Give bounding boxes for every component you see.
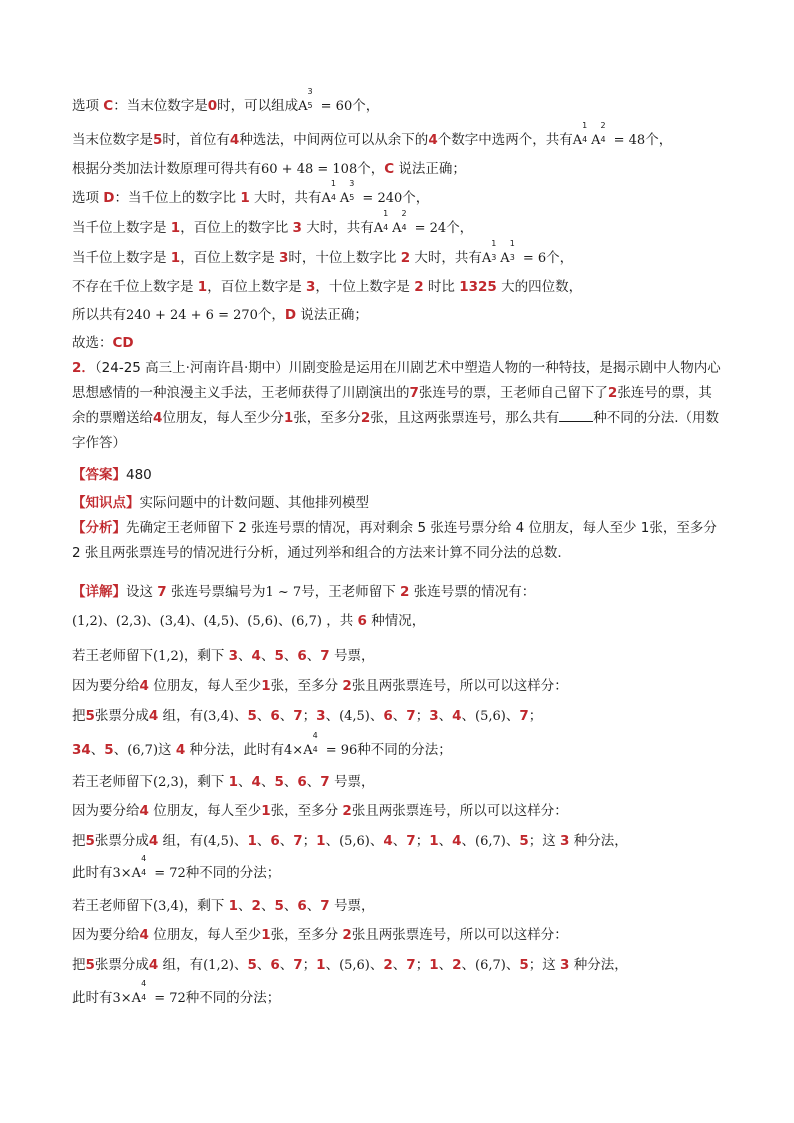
text-run: 当末位数字是	[72, 132, 153, 148]
text-run: 因为要分给	[72, 678, 140, 694]
text-run: 组，有	[158, 957, 204, 973]
highlight-number: 5	[274, 774, 284, 790]
highlight-number: 2	[383, 957, 393, 973]
text-run: 个，	[402, 190, 430, 206]
text-line-m2	[72, 612, 425, 631]
text-line-l2	[72, 121, 673, 150]
math-expr: 60 + 48 = 108	[261, 162, 358, 177]
text-run: 种选法，中间两位可以从余下的	[239, 132, 429, 148]
text-run: ；	[302, 833, 317, 849]
text-run: ；	[528, 708, 543, 724]
text-run: 、	[279, 957, 294, 973]
text-line-m8	[72, 802, 568, 820]
text-line-l9	[72, 334, 134, 352]
question-source: （24-25 高三上·河南许昌·期中）	[94, 360, 289, 376]
text-run: 、	[90, 742, 105, 758]
text-run: 组，有	[158, 833, 204, 849]
highlight-number: 3	[560, 833, 570, 849]
text-run: 把	[72, 708, 86, 724]
highlight-number: 4	[428, 132, 438, 148]
text-run: 、	[260, 898, 275, 914]
text-run: 、	[233, 708, 248, 724]
text-run: ，剩下	[183, 774, 229, 790]
text-run: 时比	[423, 279, 460, 295]
highlight-number: 7	[320, 648, 330, 664]
text-run: ，百位上的数字比	[180, 220, 293, 236]
text-run: 、	[369, 833, 384, 849]
highlight-number: 5	[274, 648, 284, 664]
text-run: 、	[505, 708, 520, 724]
text-run: ，百位上数字是	[180, 250, 279, 266]
arrangement-symbol: A 4 4	[303, 731, 318, 758]
text-run: 、	[283, 648, 298, 664]
highlight-number: 0	[207, 98, 218, 114]
text-run: ；	[302, 708, 317, 724]
text-run: 把	[72, 833, 86, 849]
text-run: 若王老师留下	[72, 774, 153, 790]
text-run: 、	[260, 648, 275, 664]
text-run: 张连号票编号为	[166, 584, 266, 600]
highlight-number: 4	[139, 678, 149, 694]
text-run: 号，王老师留下	[301, 584, 400, 600]
math-expr: 1 ~ 7	[265, 585, 302, 600]
math-expr: = 24	[410, 221, 447, 236]
text-run: 、	[238, 648, 252, 664]
text-line-m6	[72, 731, 452, 760]
text-run: 位朋友，每人至少	[148, 678, 262, 694]
highlight-number: 4	[452, 833, 462, 849]
text-run: ，共	[321, 613, 358, 629]
text-run: 因为要分给	[72, 803, 140, 819]
highlight-number: 1	[197, 279, 208, 295]
math-expr: = 240	[358, 191, 403, 206]
highlight-number: 2	[251, 898, 261, 914]
highlight-number: 5	[85, 833, 95, 849]
text-run: 、	[461, 708, 476, 724]
text-run: 、	[256, 833, 271, 849]
knowledge-line: 【知识点】实际问题中的计数问题、其他排列模型	[72, 495, 369, 511]
text-run: 此时有	[72, 990, 113, 1006]
highlight-number: 4	[452, 708, 462, 724]
highlight-number: 1325	[459, 279, 497, 295]
text-run: 张，至多分	[270, 803, 343, 819]
text-run: 、	[260, 774, 275, 790]
text-run: 此时有	[72, 865, 113, 881]
math-expr: (1,2)	[153, 649, 184, 664]
highlight-number: 3	[306, 279, 316, 295]
math-expr: 3×	[112, 866, 132, 881]
highlight-number: 7	[406, 957, 416, 973]
highlight-number: 1	[170, 220, 181, 236]
text-run: ，百位上数字是	[207, 279, 306, 295]
highlight-number: 5	[247, 708, 257, 724]
text-run: 故选：	[72, 335, 113, 351]
text-run: 这	[158, 742, 176, 758]
highlight-number: 1	[429, 833, 439, 849]
text-run: 张，至多分	[270, 927, 343, 943]
text-line-l1	[72, 87, 380, 116]
text-line-m14	[72, 979, 281, 1008]
highlight-number: 1	[316, 957, 326, 973]
highlight-number: 1	[247, 833, 257, 849]
text-run: 个，	[645, 132, 673, 148]
highlight-number: 34	[72, 742, 91, 758]
math-expr: (1,2)	[203, 958, 234, 973]
highlight-number: 1	[228, 898, 239, 914]
text-run: 时，十位上数字比	[288, 250, 401, 266]
text-run: 、	[505, 957, 520, 973]
highlight-number: 1	[316, 833, 326, 849]
highlight-number: 3	[429, 708, 439, 724]
math-expr: (6,7)	[127, 743, 159, 758]
text-line-m13	[72, 956, 628, 975]
text-run: 个，	[446, 220, 474, 236]
text-run: 、	[461, 957, 476, 973]
text-run: 、	[325, 833, 340, 849]
text-run: 、	[325, 708, 340, 724]
highlight-number: 1	[429, 957, 439, 973]
text-run: 、	[369, 708, 384, 724]
math-expr: = 6	[518, 251, 547, 266]
text-run: 、	[283, 774, 298, 790]
text-run: ；这	[528, 833, 561, 849]
highlight-number: 4	[139, 927, 149, 943]
arrangement-symbol: A 1 4	[373, 209, 389, 236]
text-line-m1	[72, 583, 535, 602]
highlight-number: 1	[170, 250, 181, 266]
highlight-number: CD	[112, 335, 134, 351]
text-line-l8	[72, 306, 368, 325]
highlight-number: 6	[270, 708, 280, 724]
highlight-number: 1	[240, 190, 250, 206]
text-run: 张，至多分	[270, 678, 343, 694]
text-run: ：当千位上的数字比	[114, 190, 241, 206]
math-expr: (4,5)	[203, 834, 234, 849]
section-tag: 【详解】	[72, 584, 126, 600]
text-run: ；	[302, 957, 317, 973]
arrangement-symbol: A 2 4	[392, 209, 407, 236]
text-run: 种分法，此时有	[185, 742, 285, 758]
highlight-number: 1	[261, 678, 271, 694]
arrangement-symbol: A 4 4	[131, 854, 147, 881]
highlight-number: 3	[560, 957, 570, 973]
text-run: 个，	[257, 307, 285, 323]
math-expr: (5,6)	[475, 709, 506, 724]
highlight-number: 6	[297, 648, 307, 664]
text-run: 号票，	[329, 774, 375, 790]
math-expr: 240 + 24 + 6 = 270	[126, 308, 258, 323]
text-run: 当千位上数字是	[72, 220, 171, 236]
text-run: ；	[415, 833, 430, 849]
text-line-m3	[72, 647, 374, 666]
highlight-number: C	[384, 161, 395, 177]
math-expr: = 96	[321, 743, 358, 758]
text-run: 、	[238, 774, 252, 790]
text-run: 张且两张票连号，所以可以这样分：	[351, 803, 568, 819]
text-run: 说法正确；	[394, 161, 466, 177]
math-expr: 3×	[112, 991, 132, 1006]
highlight-number: 7	[293, 957, 303, 973]
text-run: 若王老师留下	[72, 898, 153, 914]
arrangement-symbol: A 2 4	[591, 121, 606, 148]
text-run: 张且两张票连号，所以可以这样分：	[351, 678, 568, 694]
text-run: 个数字中选两个，共有	[437, 132, 573, 148]
text-run: 、	[233, 833, 248, 849]
highlight-number: 2	[342, 927, 352, 943]
analysis-text: 先确定王老师留下 2 张连号票的情况，再对剩余 5 张连号票分给 4 位朋友，每人至少 1张，至多分 2 张且两张票连号的情况进行分析，通过列举和组合的方法来计算不同分法的总数.	[72, 520, 717, 561]
text-run: 设这	[126, 584, 158, 600]
text-run: 、	[256, 957, 271, 973]
text-line-m9	[72, 832, 628, 851]
highlight-number: 1	[261, 803, 271, 819]
text-line-m5	[72, 707, 542, 726]
highlight-number: 5	[85, 708, 95, 724]
text-run: 个，	[546, 250, 574, 266]
math-expr: (6,7)	[475, 958, 506, 973]
highlight-number: 4	[148, 708, 159, 724]
answer-blank	[559, 409, 593, 422]
math-expr: (1,2)、(2,3)、(3,4)、(4,5)、(5,6)、(6,7)	[72, 614, 322, 629]
analysis-block: 【分析】先确定王老师留下 2 张连号票的情况，再对剩余 5 张连号票分给 4 位朋友，每人至少 1张，至多分 2 张且两张票连号的情况进行分析，通过列举和组合的方法来计算不同分法的总数.	[72, 520, 717, 561]
text-run: 种分法，	[569, 833, 628, 849]
text-run: 张票分成	[94, 957, 149, 973]
text-run: ，十位上数字是	[315, 279, 415, 295]
text-run: 个，	[352, 98, 380, 114]
text-run: 时，首位有	[162, 132, 230, 148]
highlight-number: 7	[519, 708, 529, 724]
math-expr: = 60	[316, 99, 353, 114]
arrangement-symbol: A 3 5	[298, 87, 313, 114]
highlight-number: 5	[85, 957, 95, 973]
highlight-number: 5	[519, 833, 529, 849]
highlight-number: D	[284, 307, 297, 323]
text-run: 根据分类加法计数原理可得共有	[72, 161, 261, 177]
text-run: 、	[392, 708, 407, 724]
math-expr: 4×	[284, 743, 304, 758]
knowledge-value: 实际问题中的计数问题、其他排列模型	[139, 495, 369, 511]
text-run: 、	[505, 833, 520, 849]
highlight-number: 4	[139, 803, 149, 819]
text-run: 、	[306, 774, 321, 790]
text-run: 张且两张票连号，所以可以这样分：	[351, 927, 568, 943]
highlight-number: 3	[279, 250, 289, 266]
text-run: 张连号票的情况有：	[409, 584, 536, 600]
text-run: 当千位上数字是	[72, 250, 171, 266]
text-run: 号票，	[329, 898, 375, 914]
text-run: 把	[72, 957, 86, 973]
text-line-l3	[72, 160, 466, 179]
highlight-number: 2	[452, 957, 462, 973]
answer-line: 【答案】480	[72, 467, 152, 483]
math-expr: (2,3)	[153, 775, 184, 790]
text-line-l4	[72, 179, 430, 208]
highlight-number: 5	[104, 742, 114, 758]
text-run: 所以共有	[72, 307, 126, 323]
answer-value: 480	[126, 467, 152, 483]
text-run: 、	[392, 833, 407, 849]
math-expr: (3,4)	[203, 709, 234, 724]
text-run: 位朋友，每人至少	[148, 927, 262, 943]
text-run: 、	[392, 957, 407, 973]
text-run: 时，可以组成	[217, 98, 299, 114]
arrangement-symbol: A 4 4	[131, 979, 147, 1006]
text-run: ，剩下	[183, 898, 229, 914]
highlight-number: 3	[228, 648, 239, 664]
highlight-number: 2	[342, 678, 352, 694]
text-run: 位朋友，每人至少	[148, 803, 262, 819]
text-run: 种不同的分法；	[185, 865, 281, 881]
text-run: 、	[369, 957, 384, 973]
highlight-number: 4	[251, 648, 261, 664]
text-run: 、	[438, 957, 453, 973]
text-line-m4	[72, 677, 568, 695]
highlight-number: 7	[406, 708, 416, 724]
highlight-number: 7	[293, 708, 303, 724]
text-line-m10	[72, 854, 281, 883]
highlight-number: 7	[320, 774, 330, 790]
math-expr: (5,6)	[339, 834, 370, 849]
highlight-number: 6	[270, 957, 280, 973]
question-number: 2．	[72, 360, 95, 376]
math-expr: (4,5)	[339, 709, 370, 724]
highlight-number: 5	[274, 898, 284, 914]
text-run: ；	[415, 708, 430, 724]
arrangement-symbol: A 3 5	[339, 179, 355, 206]
highlight-number: 2	[400, 250, 411, 266]
highlight-number: 4	[383, 833, 393, 849]
text-run: 、	[438, 708, 453, 724]
highlight-number: 4	[148, 957, 159, 973]
text-run: 、	[438, 833, 453, 849]
text-line-m11	[72, 897, 374, 916]
text-run: 大时，共有	[249, 190, 322, 206]
math-expr: = 72	[150, 866, 186, 881]
text-run: 组，有	[158, 708, 204, 724]
math-expr: (3,4)	[153, 899, 184, 914]
arrangement-symbol: A 1 3	[500, 239, 515, 266]
text-run: 大的四位数，	[496, 279, 583, 295]
text-run: 、	[256, 708, 271, 724]
text-run: 大时，共有	[301, 220, 374, 236]
arrangement-symbol: A 1 3	[481, 239, 497, 266]
text-run: 、	[283, 898, 298, 914]
text-run: 、	[238, 898, 252, 914]
text-line-l6	[72, 239, 574, 268]
text-run: 选项	[72, 190, 104, 206]
math-expr: = 72	[150, 991, 186, 1006]
highlight-number: 6	[270, 833, 280, 849]
highlight-number: 6	[383, 708, 393, 724]
highlight-number: 4	[251, 774, 261, 790]
text-run: ：当末位数字是	[113, 98, 208, 114]
text-run: 若王老师留下	[72, 648, 153, 664]
highlight-number: 4	[229, 132, 240, 148]
highlight-number: 6	[297, 774, 307, 790]
arrangement-symbol: A 1 4	[321, 179, 336, 206]
text-run: 因为要分给	[72, 927, 140, 943]
text-run: ；这	[528, 957, 561, 973]
highlight-number: 7	[406, 833, 416, 849]
text-run: 种不同的分法；	[185, 990, 281, 1006]
text-line-m7	[72, 773, 374, 792]
highlight-number: 4	[175, 742, 186, 758]
highlight-number: 2	[400, 584, 410, 600]
text-run: 、	[306, 898, 321, 914]
math-expr: (6,7)	[475, 834, 506, 849]
highlight-number: 4	[148, 833, 159, 849]
text-run: 、	[325, 957, 340, 973]
highlight-number: 5	[153, 132, 163, 148]
highlight-number: 5	[519, 957, 529, 973]
text-run: 说法正确；	[296, 307, 368, 323]
text-run: 个，	[357, 161, 385, 177]
highlight-number: 3	[316, 708, 326, 724]
text-run: 、	[233, 957, 248, 973]
highlight-number: 6	[297, 898, 307, 914]
text-run: 、	[279, 833, 294, 849]
highlight-number: 2	[414, 279, 424, 295]
question-2: 2．（24-25 高三上·河南许昌·期中）川剧变脸是运用在川剧艺术中塑造人物的一种特技，是揭示剧中人物内心思想感情的一种浪漫主义手法，王老师获得了川剧演出的7张连号的票，王老师自己留下了2张连号的票，其余的票赠送给4位朋友，每人至少分1张，至多分2张，且这两张票连号，那么共有 种不同的分法.（用数字作答）	[72, 360, 721, 451]
highlight-number: 2	[342, 803, 352, 819]
highlight-number: 7	[157, 584, 167, 600]
math-expr: = 48	[609, 133, 646, 148]
arrangement-symbol: A 1 4	[572, 121, 588, 148]
highlight-number: C	[103, 98, 114, 114]
highlight-number: 1	[261, 927, 271, 943]
text-run: 大时，共有	[410, 250, 482, 266]
text-run: 选项	[72, 98, 104, 114]
math-expr: (5,6)	[339, 958, 370, 973]
text-run: 、	[279, 708, 294, 724]
text-line-l7	[72, 278, 582, 296]
highlight-number: D	[103, 190, 115, 206]
highlight-number: 7	[320, 898, 330, 914]
highlight-number: 7	[293, 833, 303, 849]
text-run: 种不同的分法；	[357, 742, 452, 758]
text-line-m12	[72, 926, 568, 944]
text-run: 号票，	[329, 648, 375, 664]
text-run: 、	[306, 648, 321, 664]
highlight-number: 5	[247, 957, 257, 973]
text-run: 、	[113, 742, 128, 758]
highlight-number: 3	[292, 220, 302, 236]
highlight-number: 1	[228, 774, 239, 790]
text-run: 张票分成	[94, 833, 149, 849]
text-run: 张票分成	[94, 708, 149, 724]
text-run: 种分法，	[569, 957, 628, 973]
text-run: ；	[415, 957, 430, 973]
text-line-l5	[72, 209, 474, 238]
text-run: ，剩下	[183, 648, 229, 664]
text-run: 、	[461, 833, 476, 849]
text-run: 种情况，	[366, 613, 426, 629]
highlight-number: 6	[357, 613, 367, 629]
text-run: 不存在千位上数字是	[72, 279, 198, 295]
